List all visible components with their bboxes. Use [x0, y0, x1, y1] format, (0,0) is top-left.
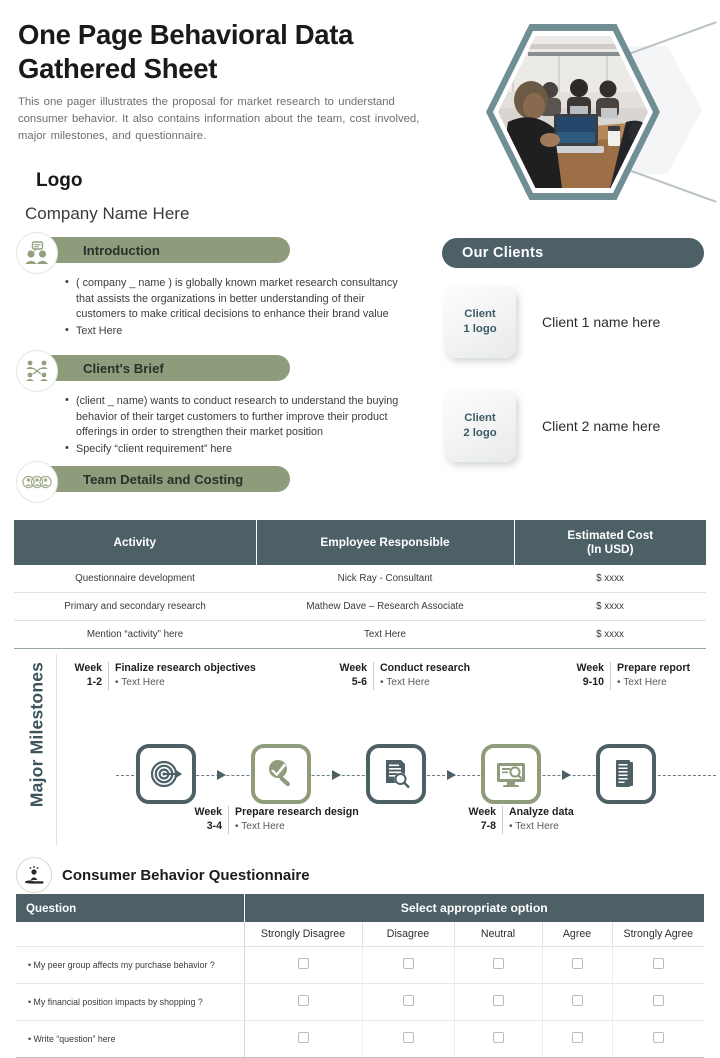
hand-idea-icon — [16, 857, 52, 893]
checkbox-cell[interactable] — [362, 1021, 454, 1058]
checkbox-cell[interactable] — [454, 984, 542, 1021]
hexagon-accent-line-bottom — [626, 168, 717, 202]
column-header-question: Question — [16, 894, 244, 922]
list-item: • Specify “client requirement” here — [64, 442, 410, 458]
client-2-name: Client 2 name here — [542, 418, 661, 434]
section-team-details-heading: Team Details and Costing — [83, 471, 244, 487]
checkbox-cell[interactable] — [244, 984, 362, 1021]
milestone-node-3[interactable] — [366, 744, 426, 804]
checkbox-cell[interactable] — [454, 1021, 542, 1058]
question-text: • My financial position impacts by shopping ? — [16, 984, 244, 1021]
option-header-strongly-agree: Strongly Agree — [612, 922, 704, 947]
milestone-week-2: Week 3-4 — [194, 806, 222, 832]
checkbox-cell[interactable] — [244, 947, 362, 984]
option-header-strongly-disagree: Strongly Disagree — [244, 922, 362, 947]
client-2-logo — [444, 390, 516, 462]
milestone-arrow-4 — [562, 770, 571, 780]
checkbox-strongly-agree[interactable] — [653, 958, 664, 969]
checkbox-neutral[interactable] — [493, 958, 504, 969]
milestones-divider — [56, 654, 57, 846]
checkbox-neutral[interactable] — [493, 1032, 504, 1043]
section-clients-brief-pill — [50, 355, 290, 381]
milestone-title-3: Conduct research — [380, 662, 471, 674]
milestone-sub-4: • Text Here — [509, 820, 574, 834]
section-clients-brief-body — [64, 394, 410, 458]
option-header-agree: Agree — [542, 922, 612, 947]
milestone-sub-3: • Text Here — [380, 676, 470, 690]
section-introduction-pill — [50, 237, 290, 263]
cell-cost: $ xxxx — [514, 565, 706, 593]
list-item: • (client _ name) wants to conduct research to understand the buying behavior of their target customers to further improve their product offerings in order to strengthen their market position — [64, 394, 410, 441]
questionnaire-options-row — [16, 922, 704, 947]
checkbox-cell[interactable] — [542, 947, 612, 984]
page-header — [18, 18, 468, 144]
team-costing-table — [14, 520, 706, 649]
checkbox-strongly-disagree[interactable] — [298, 995, 309, 1006]
milestone-title-2: Prepare research design — [235, 806, 359, 818]
monitor-search-icon — [494, 757, 528, 791]
milestone-node-5[interactable] — [596, 744, 656, 804]
cell-employee: Nick Ray - Consultant — [256, 565, 514, 593]
section-team-details-pill — [50, 466, 290, 492]
cell-employee: Text Here — [256, 620, 514, 648]
people-network-icon — [16, 350, 58, 392]
page-subtitle: This one pager illustrates the proposal for market research to understand consumer behavior. It also contains information about the team, cost involved, major milestones, and questionnaire. — [18, 96, 420, 142]
column-header-options-group: Select appropriate option — [244, 894, 704, 922]
page-title: One Page Behavioral Data Gathered Sheet — [18, 19, 354, 84]
milestones-track — [116, 744, 716, 806]
cell-cost: $ xxxx — [514, 592, 706, 620]
checkbox-cell[interactable] — [542, 984, 612, 1021]
milestones-section-label: Major Milestones — [26, 661, 47, 808]
milestone-node-2[interactable] — [251, 744, 311, 804]
milestone-label-3 — [333, 662, 470, 690]
questionnaire-row — [16, 1021, 704, 1058]
list-item: • ( company _ name ) is globally known market research consultancy that assists the organizations in better understanding of their customers to make critical decisions to enhance their brand value — [64, 276, 410, 323]
milestone-sub-1: • Text Here — [115, 676, 256, 690]
hero-hexagon-image — [476, 10, 716, 210]
magnifier-check-icon — [264, 757, 298, 791]
client-1-logo — [444, 286, 516, 358]
our-clients-header — [442, 238, 704, 268]
milestone-week-3: Week 5-6 — [339, 662, 367, 688]
company-name: Company Name Here — [25, 204, 190, 223]
milestone-week-4: Week 7-8 — [468, 806, 496, 832]
milestone-node-1[interactable] — [136, 744, 196, 804]
three-people-circles-icon — [16, 461, 58, 503]
milestone-label-2 — [188, 806, 359, 834]
questionnaire-table — [16, 894, 704, 1058]
milestone-week-1: Week 1-2 — [74, 662, 102, 688]
cell-activity: Questionnaire development — [14, 565, 256, 593]
question-text: • Write “question” here — [16, 1021, 244, 1058]
question-text: • My peer group affects my purchase behavior ? — [16, 947, 244, 984]
document-search-icon — [379, 757, 413, 791]
stacked-documents-icon — [609, 757, 643, 791]
checkbox-neutral[interactable] — [493, 995, 504, 1006]
milestone-node-4[interactable] — [481, 744, 541, 804]
hexagon-accent-line-top — [626, 21, 717, 55]
major-milestones-section — [0, 648, 720, 850]
checkbox-strongly-disagree[interactable] — [298, 1032, 309, 1043]
checkbox-cell[interactable] — [612, 1021, 704, 1058]
section-introduction-heading: Introduction — [83, 242, 160, 258]
checkbox-strongly-agree[interactable] — [653, 1032, 664, 1043]
milestone-sub-2: • Text Here — [235, 820, 359, 834]
checkbox-strongly-disagree[interactable] — [298, 958, 309, 969]
questionnaire-header-row — [16, 894, 704, 922]
cell-employee: Mathew Dave – Research Associate — [256, 592, 514, 620]
milestone-sub-5: • Text Here — [617, 676, 690, 690]
milestone-arrow-3 — [447, 770, 456, 780]
our-clients-heading: Our Clients — [462, 245, 544, 261]
checkbox-cell[interactable] — [454, 947, 542, 984]
checkbox-cell[interactable] — [244, 1021, 362, 1058]
cell-activity: Primary and secondary research — [14, 592, 256, 620]
column-header-estimated-cost: Estimated Cost (In USD) — [514, 520, 706, 565]
list-item: • Text Here — [64, 324, 410, 340]
table-row — [14, 565, 706, 593]
client-2-logo-label: Client 2 logo — [463, 412, 497, 439]
milestone-arrow-2 — [332, 770, 341, 780]
client-1-name: Client 1 name here — [542, 314, 661, 330]
checkbox-agree[interactable] — [572, 1032, 583, 1043]
option-header-neutral: Neutral — [454, 922, 542, 947]
checkbox-disagree[interactable] — [403, 995, 414, 1006]
client-row — [444, 286, 660, 358]
milestone-label-1 — [68, 662, 256, 690]
cell-cost: $ xxxx — [514, 620, 706, 648]
logo-placeholder: Logo — [36, 170, 83, 191]
questionnaire-row — [16, 984, 704, 1021]
checkbox-strongly-agree[interactable] — [653, 995, 664, 1006]
milestone-week-5: Week 9-10 — [576, 662, 604, 688]
client-1-logo-label: Client 1 logo — [463, 308, 497, 335]
milestone-title-5: Prepare report — [617, 662, 691, 674]
checkbox-cell[interactable] — [362, 947, 454, 984]
options-row-spacer — [16, 922, 244, 947]
checkbox-cell[interactable] — [362, 984, 454, 1021]
checkbox-cell[interactable] — [542, 1021, 612, 1058]
checkbox-agree[interactable] — [572, 958, 583, 969]
checkbox-disagree[interactable] — [403, 1032, 414, 1043]
milestone-label-4 — [462, 806, 574, 834]
option-header-disagree: Disagree — [362, 922, 454, 947]
checkbox-cell[interactable] — [612, 984, 704, 1021]
client-row — [444, 390, 660, 462]
questionnaire-title: Consumer Behavior Questionnaire — [62, 866, 310, 884]
checkbox-agree[interactable] — [572, 995, 583, 1006]
column-header-employee: Employee Responsible — [256, 520, 514, 565]
questionnaire-row — [16, 947, 704, 984]
section-clients-brief-heading: Client's Brief — [83, 360, 164, 376]
table-row — [14, 592, 706, 620]
table-row — [14, 620, 706, 648]
cell-activity: Mention “activity” here — [14, 620, 256, 648]
table-header-row — [14, 520, 706, 565]
milestone-title-1: Finalize research objectives — [115, 662, 256, 674]
target-arrow-icon — [149, 757, 183, 791]
section-introduction-body — [64, 276, 410, 340]
questionnaire-header — [16, 857, 310, 893]
milestone-label-5 — [570, 662, 690, 690]
checkbox-disagree[interactable] — [403, 958, 414, 969]
milestone-title-4: Analyze data — [509, 806, 574, 818]
column-header-activity: Activity — [14, 520, 256, 565]
milestone-arrow-1 — [217, 770, 226, 780]
people-chat-icon — [16, 232, 58, 274]
checkbox-cell[interactable] — [612, 947, 704, 984]
